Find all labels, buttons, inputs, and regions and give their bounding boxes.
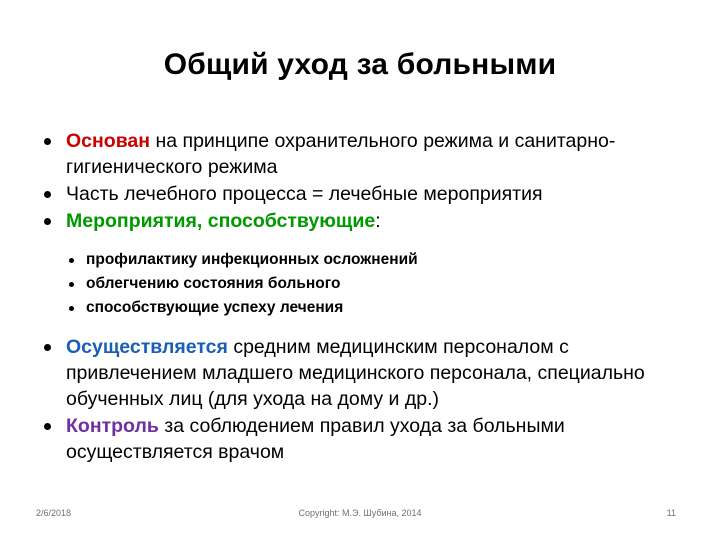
footer-copyright: Copyright: М.Э. Шубина, 2014: [298, 508, 422, 518]
bullet-text: за соблюдением правил ухода за больными осуществляется врачом: [66, 415, 565, 463]
bullet-text: на принципе охранительного режима и санитарно-гигиенического режима: [66, 130, 616, 178]
bullet-dot-icon: [69, 306, 74, 311]
bullet-dot-icon: [69, 258, 74, 263]
sub-bullet-item: [34, 272, 694, 296]
bullet-item: [34, 413, 694, 465]
bullet-dot-icon: [44, 218, 51, 225]
bullet-highlight: Контроль: [66, 415, 159, 437]
bullet-item: [34, 128, 694, 180]
bullet-item: [34, 334, 694, 412]
bullet-dot-icon: [44, 138, 51, 145]
sub-bullet-list: [34, 248, 694, 320]
bullet-text: :: [375, 210, 381, 232]
bullet-item: [34, 208, 694, 234]
slide-body: [34, 128, 694, 465]
sub-bullet-text: профилактику инфекционных осложнений: [86, 251, 418, 268]
sub-bullet-item: [34, 296, 694, 320]
bullet-dot-icon: [44, 191, 51, 198]
bullet-dot-icon: [44, 344, 51, 351]
bullet-dot-icon: [69, 282, 74, 287]
bullet-text: Часть лечебного процесса = лечебные мероприятия: [66, 183, 543, 205]
sub-bullet-text: способствующие успеху лечения: [86, 299, 344, 316]
bullet-dot-icon: [44, 423, 51, 430]
sub-bullet-item: [34, 248, 694, 272]
sub-bullet-text: облегчению состояния больного: [86, 275, 341, 292]
bullet-highlight: Основан: [66, 130, 151, 152]
footer-date: 2/6/2018: [36, 508, 72, 518]
bullet-text: средним медицинским персоналом с привлечением младшего медицинского персонала, специально обученных лиц (для ухода на дому и др.): [66, 336, 645, 410]
bullet-item: [34, 181, 694, 207]
footer-page-number: 11: [666, 508, 676, 518]
bullet-highlight: Мероприятия, способствующие: [66, 210, 376, 232]
slide-title: Общий уход за больными: [163, 48, 557, 81]
bullet-highlight: Осуществляется: [66, 336, 228, 358]
